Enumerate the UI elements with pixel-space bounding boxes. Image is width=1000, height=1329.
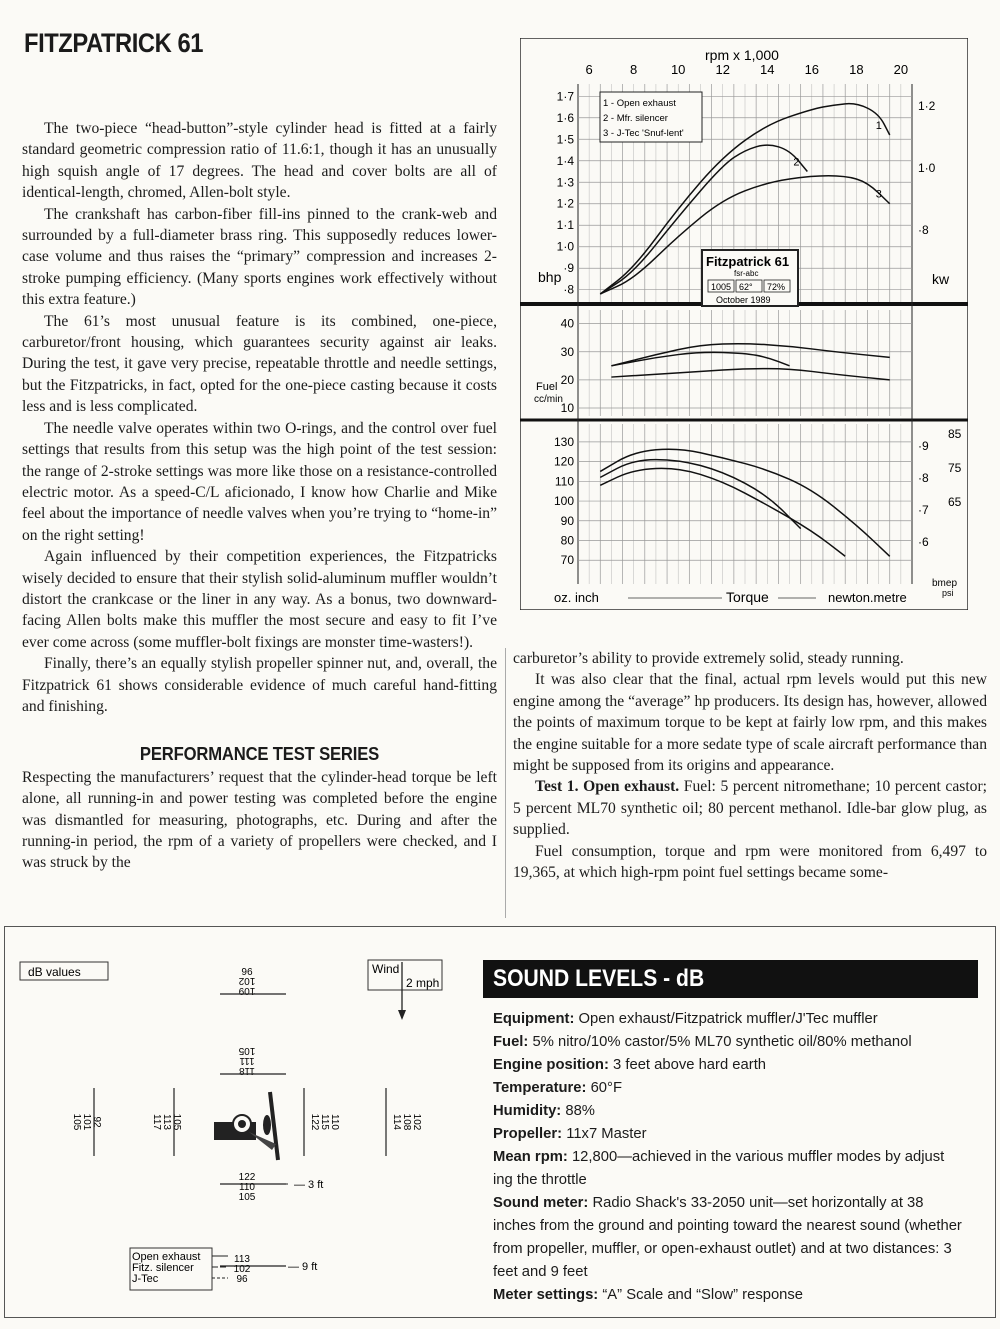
spec-value: Radio Shack's 33-2050 unit—set horizontally at 38 inches from the ground and pointing toward the nearest sound (whether from propeller, muffler, or open-exhaust outlet) and at two distances: 3 feet and 9 feet xyxy=(493,1195,962,1280)
y-tick-label: 100 xyxy=(553,494,574,509)
db-value: 113 xyxy=(234,1254,250,1265)
right-tick-label: 1·2 xyxy=(918,99,936,113)
db-value: 110 xyxy=(329,1114,340,1130)
paragraph: The needle valve operates within two O-rings, and the control over fuel settings that results from this setup was the high point of the test session: the range of 2-stroke settings was more like those on a resistance-controlled electric motor. As a speed-C/L aficionado, I know how Charlie and Mike feel about the importance of needle valves when you’re trying to “home-in” on the right setting! xyxy=(22,419,497,544)
y-tick-label: 1·6 xyxy=(556,110,574,125)
spec-label: Engine position: xyxy=(493,1057,609,1073)
wind-speed: 2 mph xyxy=(406,976,440,990)
db-value: 96 xyxy=(236,1274,248,1285)
spec-value: 5% nitro/10% castor/5% ML70 synthetic oil/80% methanol xyxy=(528,1034,912,1050)
y-tick-label: ·8 xyxy=(563,282,574,297)
spec-row xyxy=(493,1284,968,1307)
spec-label: Equipment: xyxy=(493,1011,575,1027)
column-divider xyxy=(505,648,506,918)
db-value: 114 xyxy=(391,1114,402,1130)
right-tick-label-2: 75 xyxy=(948,461,962,475)
db-value: 109 xyxy=(238,985,256,996)
db-value: 96 xyxy=(241,965,253,976)
db-value: 102 xyxy=(411,1113,422,1131)
db-value: 115 xyxy=(319,1114,330,1130)
sound-specs xyxy=(493,1008,968,1307)
db-value: 105 xyxy=(71,1113,82,1131)
spec-row xyxy=(493,1192,968,1284)
spec-row xyxy=(493,1008,968,1031)
legend-entry: 1 - Open exhaust xyxy=(603,98,676,109)
db-value: 101 xyxy=(81,1113,92,1131)
paragraph: Fuel consumption, torque and rpm were monitored from 6,497 to 19,365, at which high-rpm point fuel settings became some- xyxy=(513,842,987,882)
series-line-3 xyxy=(611,369,889,380)
y-tick-label: 1·1 xyxy=(556,218,574,233)
x-tick-label: 10 xyxy=(670,62,686,77)
db-value: 113 xyxy=(161,1114,172,1130)
distance-label: — 9 ft xyxy=(288,1261,318,1273)
paragraph: The 61’s most unusual feature is its combined, one-piece, carburetor/front housing, which guarantees security against air leaks. During the test, it gave very precise, repeatable throttle and needle settings, but the Fitzpatricks, in fact, opted for the one-piece casting because it costs less and is less complicated. xyxy=(22,312,497,416)
y-tick-label: 1·2 xyxy=(556,196,574,211)
y-tick-label: 30 xyxy=(560,344,574,359)
sound-levels-header: SOUND LEVELS - dB xyxy=(483,960,978,998)
db-value: 117 xyxy=(151,1114,162,1130)
inset-date: October 1989 xyxy=(716,295,771,305)
y-tick-label: 10 xyxy=(560,401,574,415)
right-tick-label-2: 65 xyxy=(948,495,962,509)
spec-value: 60°F xyxy=(586,1080,622,1096)
legend-entry: 3 - J-Tec 'Snuf-lent' xyxy=(603,128,684,139)
spec-row xyxy=(493,1100,968,1123)
db-value: 122 xyxy=(238,1172,256,1183)
right-column xyxy=(513,648,987,883)
y-tick-label: ·9 xyxy=(563,261,574,276)
db-value: 111 xyxy=(239,1055,255,1066)
spec-label: Temperature: xyxy=(493,1080,587,1096)
inset-subtitle: fsr-abc xyxy=(734,269,759,278)
inset-cell: 1005 xyxy=(711,282,732,292)
spec-value: 12,800—achieved in the various muffler modes by adjust ing the throttle xyxy=(493,1149,945,1188)
paragraph: The crankshaft has carbon-fiber fill-ins pinned to the crank-web and surrounded by a full-diameter brass ring. This supposedly reduces lower-case volume and thus raises the “primary” compression and increases 2-stroke pumping efficiency. (Many sports engines work effectively without this extra feature.) xyxy=(22,205,497,309)
inset-cell: 72% xyxy=(767,282,786,292)
x-tick-labels xyxy=(586,62,909,77)
chart-legend xyxy=(600,92,702,142)
spec-label: Fuel: xyxy=(493,1034,529,1050)
db-value: 105 xyxy=(238,1045,256,1056)
key-label: dB values xyxy=(28,965,81,979)
chart-grid xyxy=(520,84,968,584)
distance-label: — 3 ft xyxy=(294,1179,324,1191)
db-value: 102 xyxy=(233,1264,251,1275)
db-value: 108 xyxy=(401,1113,412,1131)
paragraph: Again influenced by their competition experiences, the Fitzpatricks wisely decided to ensure that their stylish solid-aluminum muffler wouldn’t distort the crankcase or the liner in any way. As a bonus, two downward-facing Allen bolts make this muffler the most secure and easy to fit I’ve ever come across (some muffler-bolt fixings are monster time-wasters!). xyxy=(22,548,497,651)
legend-entry: J-Tec xyxy=(132,1273,159,1285)
torque-axis-labels xyxy=(554,589,907,605)
test1-heading: Test 1. Open exhaust. xyxy=(535,778,680,796)
page-title: FITZPATRICK 61 xyxy=(24,28,204,58)
wind-label: Wind xyxy=(372,962,400,976)
bottom-label: newton.metre xyxy=(828,590,907,605)
diagram-legend xyxy=(132,1251,228,1285)
y-axis-label: Fuel xyxy=(536,381,558,393)
y-tick-label: 40 xyxy=(560,316,574,331)
panel-torque xyxy=(554,427,962,598)
panel-fuel xyxy=(534,317,912,415)
spec-value: 11x7 Master xyxy=(562,1126,647,1142)
db-value: 105 xyxy=(171,1113,182,1131)
y-tick-label: 1·7 xyxy=(556,89,574,104)
spec-row xyxy=(493,1146,968,1192)
db-value: 122 xyxy=(309,1113,320,1131)
engine-icon xyxy=(214,1092,278,1160)
wind-arrow-head xyxy=(398,1010,406,1020)
right-axis-label-unit: psi xyxy=(942,588,954,598)
x-tick-label: 20 xyxy=(893,62,909,77)
right-tick-label: ·8 xyxy=(918,223,929,237)
db-value: 102 xyxy=(238,975,256,986)
chart-panels xyxy=(534,89,962,598)
paragraph: carburetor’s ability to provide extremely solid, steady running. xyxy=(513,650,904,667)
paragraph: Finally, there’s an equally stylish propeller spinner nut, and, overall, the Fitzpatrick 61 shows considerable evidence of much careful hand-fitting and finishing. xyxy=(22,655,497,715)
y-axis-label-unit: cc/min xyxy=(534,394,563,405)
y-tick-label: 120 xyxy=(553,454,574,469)
right-tick-label-2: 85 xyxy=(948,427,962,441)
spec-row xyxy=(493,1077,968,1100)
inset-title: Fitzpatrick 61 xyxy=(706,254,790,269)
y-tick-label: 110 xyxy=(554,474,574,489)
test1-paragraph xyxy=(513,776,987,840)
performance-chart xyxy=(520,38,968,610)
right-tick-label: ·6 xyxy=(918,535,929,549)
y-tick-label: 20 xyxy=(560,372,574,387)
inset-cell: 62° xyxy=(739,282,753,292)
spec-label: Mean rpm: xyxy=(493,1149,568,1165)
spec-label: Meter settings: xyxy=(493,1287,599,1303)
y-tick-label: 1·3 xyxy=(556,175,574,190)
chart-inset xyxy=(702,250,798,306)
spec-label: Sound meter: xyxy=(493,1195,589,1211)
left-column xyxy=(22,118,497,874)
right-tick-label: ·9 xyxy=(918,439,929,453)
spec-value: 88% xyxy=(561,1103,595,1119)
x-tick-label: 14 xyxy=(760,62,775,77)
spec-row xyxy=(493,1031,968,1054)
paragraph: The two-piece “head-button”-style cylinder head is fitted at a fairly standard geometric compression ratio of 11.6:1, though it has an unusually high squish angle of 17 degrees. The head and cover bolts are all of identical-length, chromed, Allen-bolt style. xyxy=(22,120,497,202)
y-tick-label: 90 xyxy=(560,513,574,528)
y-tick-label: 1·4 xyxy=(556,153,574,168)
series-label: 3 xyxy=(875,188,882,201)
y-axis-label: bhp xyxy=(538,269,562,285)
x-tick-label: 6 xyxy=(585,62,593,77)
x-axis-title: rpm x 1,000 xyxy=(705,47,779,63)
bottom-label: Torque xyxy=(726,589,769,605)
section-heading: PERFORMANCE TEST SERIES xyxy=(139,743,380,765)
right-axis-label: kw xyxy=(932,271,950,287)
paragraph: It was also clear that the final, actual rpm levels would put this new engine among the “average” hp producers. Its design has, however, allowed the points of maximum torque to be kept at fairly low rpm, and this makes the engine suitable for a more sedate type of scale aircraft performance than might be supposed from its origins and appearance. xyxy=(513,671,987,775)
right-tick-label: ·8 xyxy=(918,471,929,485)
x-tick-label: 8 xyxy=(630,62,638,77)
series-label: 1 xyxy=(875,119,882,132)
db-value: 105 xyxy=(238,1192,256,1203)
legend-entry: Open exhaust xyxy=(132,1251,201,1263)
db-value: 118 xyxy=(239,1065,255,1076)
series-label: 2 xyxy=(793,156,800,169)
spec-value: “A” Scale and “Slow” response xyxy=(598,1287,804,1303)
bottom-label: oz. inch xyxy=(554,590,599,605)
paragraph: Respecting the manufacturers’ request that the cylinder-head torque be left alone, all running-in and power testing was completed before the engine was dismantled for measuring, photographs, etc. During and after the running-in period, the rpm of a variety of propellers were checked, and I was struck by the xyxy=(22,768,497,872)
spec-label: Propeller: xyxy=(493,1126,563,1142)
spec-value: 3 feet above hard earth xyxy=(608,1057,767,1073)
right-tick-label: 1·0 xyxy=(918,161,936,175)
spec-value: Open exhaust/Fitzpatrick muffler/J'Tec muffler xyxy=(574,1011,878,1027)
y-tick-label: 80 xyxy=(560,533,574,548)
x-tick-label: 18 xyxy=(849,62,864,77)
right-axis-label: bmep xyxy=(932,578,958,589)
spec-row xyxy=(493,1123,968,1146)
legend-entry: 2 - Mfr. silencer xyxy=(603,113,668,124)
x-tick-label: 12 xyxy=(715,62,730,77)
db-value: 92 xyxy=(91,1116,102,1128)
y-tick-label: 130 xyxy=(553,434,574,449)
sound-diagram xyxy=(14,952,464,1302)
spec-label: Humidity: xyxy=(493,1103,562,1119)
x-tick-label: 16 xyxy=(804,62,820,77)
db-value: 110 xyxy=(239,1182,255,1193)
test1-text: Fuel: 5 percent nitromethane; 10 percent castor; 5 percent ML70 synthetic oil; 80 percent methanol. Idle-bar glow plug, as supplied. xyxy=(513,778,987,839)
y-tick-label: 1·5 xyxy=(556,132,574,147)
y-tick-label: 1·0 xyxy=(556,239,574,254)
y-tick-label: 70 xyxy=(560,553,574,568)
legend-entry: Fitz. silencer xyxy=(132,1262,194,1274)
spec-row xyxy=(493,1054,968,1077)
right-tick-label: ·7 xyxy=(918,503,929,517)
